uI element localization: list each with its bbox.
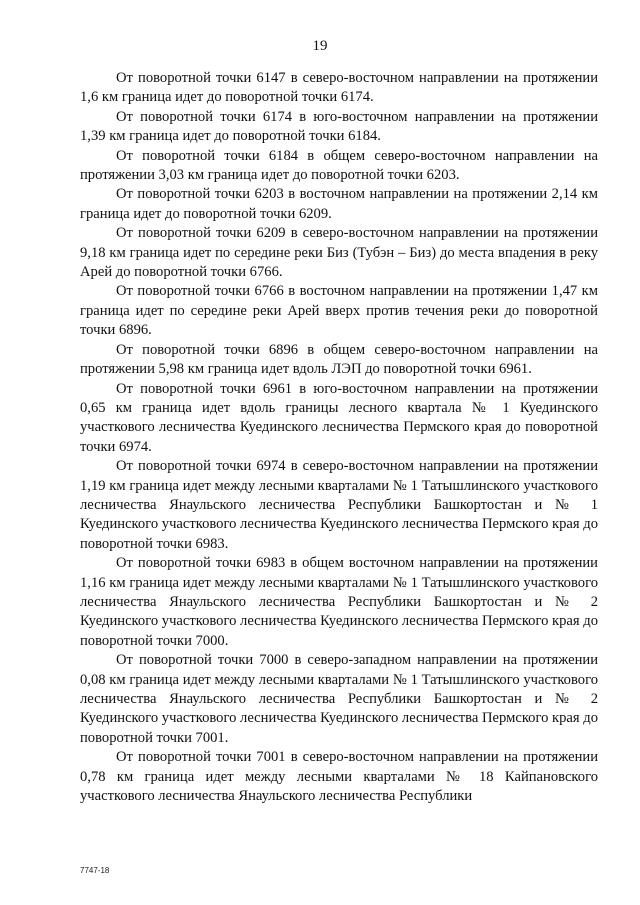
paragraph: От поворотной точки 6983 в общем восточном направлении на протяжении 1,16 км граница идет между лесными кварталами № 1 Татышлинского участкового лесничества Янаульского лесничества Республики Башкортостан и № 2 Куединского участкового лесничества Куединского лесничества Пермского края до поворотной точки 7000. bbox=[80, 555, 598, 649]
paragraph: От поворотной точки 6896 в общем северо-восточном направлении на протяжении 5,98 км граница идет вдоль ЛЭП до поворотной точки 6961. bbox=[80, 341, 598, 378]
paragraph: От поворотной точки 6766 в восточном направлении на протяжении 1,47 км граница идет по середине реки Арей вверх против течения реки до поворотной точки 6896. bbox=[80, 283, 598, 339]
footer-document-code: 7747-18 bbox=[80, 866, 110, 875]
page-number: 19 bbox=[312, 38, 328, 54]
paragraph: От поворотной точки 6974 в северо-восточном направлении на протяжении 1,19 км граница идет между лесными кварталами № 1 Татышлинского участкового лесничества Янаульского лесничества Республики Башкортостан и № 1 Куединского участкового лесничества Куединского лесничества Пермского края до поворотной точки 6983. bbox=[80, 458, 598, 552]
paragraph: От поворотной точки 6203 в восточном направлении на протяжении 2,14 км граница идет до поворотной точки 6209. bbox=[80, 186, 598, 222]
document-body bbox=[80, 69, 598, 806]
paragraph: От поворотной точки 6147 в северо-восточном направлении на протяжении 1,6 км граница идет до поворотной точки 6174. bbox=[80, 70, 598, 106]
paragraph: От поворотной точки 6209 в северо-восточном направлении на протяжении 9,18 км граница идет по середине реки Биз (Тубэн – Биз) до места впадения в реку Арей до поворотной точки 6766. bbox=[80, 225, 598, 281]
paragraph: От поворотной точки 6961 в юго-восточном направлении на протяжении 0,65 км граница идет вдоль границы лесного квартала № 1 Куединского участкового лесничества Куединского лесничества Пермского края до поворотной точки 6974. bbox=[80, 380, 598, 455]
paragraph: От поворотной точки 7000 в северо-западном направлении на протяжении 0,08 км граница идет между лесными кварталами № 1 Татышлинского участкового лесничества Янаульского лесничества Республики Башкортостан и № 2 Куединского участкового лесничества Куединского лесничества Пермского края до поворотной точки 7001. bbox=[80, 652, 598, 746]
paragraph: От поворотной точки 6174 в юго-восточном направлении на протяжении 1,39 км граница идет до поворотной точки 6184. bbox=[80, 108, 598, 145]
paragraph: От поворотной точки 7001 в северо-восточном направлении на протяжении 0,78 км граница идет между лесными кварталами № 18 Кайпановского участкового лесничества Янаульского лесничества Республики bbox=[80, 749, 598, 805]
paragraph: От поворотной точки 6184 в общем северо-восточном направлении на протяжении 3,03 км граница идет до поворотной точки 6203. bbox=[80, 147, 598, 184]
